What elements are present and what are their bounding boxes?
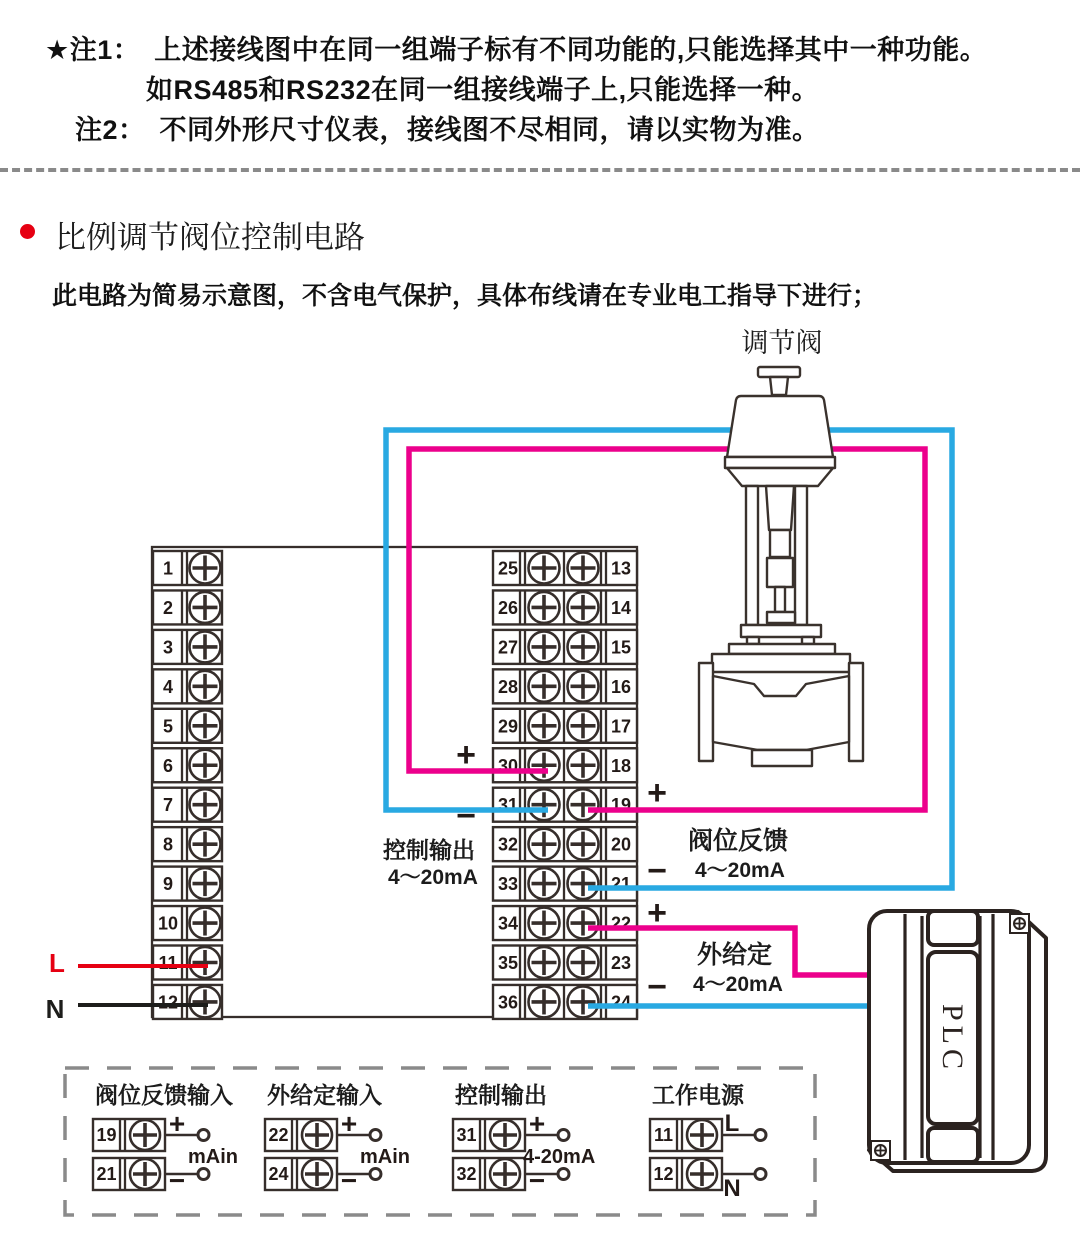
terminal-row bbox=[153, 946, 222, 980]
minus-sign: − bbox=[647, 852, 667, 890]
terminal-number: 29 bbox=[497, 716, 519, 737]
polarity-sign: − bbox=[340, 1165, 358, 1196]
terminal-number: 35 bbox=[497, 953, 519, 973]
valve-actuator bbox=[727, 396, 833, 457]
terminal-number: 4 bbox=[162, 676, 174, 697]
left-terminal-strip bbox=[153, 551, 222, 1019]
terminal-row bbox=[153, 867, 222, 901]
terminal-number: 16 bbox=[610, 676, 632, 697]
terminal-number: 22 bbox=[610, 913, 632, 934]
valve-feedback-label: 阀位反馈 bbox=[688, 827, 789, 855]
terminal-row bbox=[153, 669, 222, 703]
terminal-number: 20 bbox=[610, 834, 632, 855]
plc-corner-screw-icon bbox=[871, 1141, 890, 1160]
valve-actuator-skirt bbox=[727, 468, 833, 486]
signal-annotation: 4-20mA bbox=[523, 1146, 596, 1168]
terminal-number: 25 bbox=[497, 558, 519, 579]
terminal-row bbox=[153, 906, 222, 940]
plc-top-tab bbox=[928, 911, 978, 945]
valve-yoke-plate bbox=[741, 625, 821, 637]
wire-end-circle-icon bbox=[370, 1169, 381, 1180]
note1-label: ★注1： bbox=[45, 35, 141, 65]
polarity-sign: + bbox=[340, 1108, 358, 1139]
valve-label: 调节阀 bbox=[741, 328, 823, 358]
terminal-number: 10 bbox=[157, 913, 179, 934]
valve-yoke-right bbox=[795, 486, 807, 625]
polarity-sign: + bbox=[168, 1108, 186, 1139]
terminal-row bbox=[153, 551, 222, 585]
wire-control-plus-feedback-plus bbox=[409, 449, 925, 810]
terminal-number: 32 bbox=[456, 1164, 477, 1184]
plus-sign: + bbox=[456, 736, 476, 774]
terminal-number: 15 bbox=[610, 637, 632, 658]
plc-module bbox=[869, 911, 1046, 1171]
signal-annotation: mAin bbox=[188, 1146, 238, 1168]
control-output-range: 4～20mA bbox=[388, 866, 478, 889]
external-setpoint-label: 外给定 bbox=[697, 941, 773, 969]
terminal-group-title: 控制输出 bbox=[455, 1082, 547, 1108]
external-setpoint-range: 4～20mA bbox=[693, 973, 783, 996]
terminal-number: 12 bbox=[653, 1164, 674, 1184]
terminal-row bbox=[493, 867, 637, 901]
minus-sign: − bbox=[456, 797, 476, 835]
note2-label: 注2： bbox=[75, 115, 146, 145]
terminal-number: 14 bbox=[610, 597, 632, 618]
terminal-number: 21 bbox=[96, 1164, 117, 1184]
valve-bonnet-plate1 bbox=[729, 644, 835, 654]
terminal-detail-row bbox=[650, 1110, 766, 1152]
valve-yoke-left bbox=[746, 486, 758, 625]
valve-flange-right bbox=[849, 663, 863, 761]
valve-stem-coupling bbox=[767, 558, 793, 587]
wire-end-circle-icon bbox=[558, 1169, 569, 1180]
polarity-sign: − bbox=[528, 1165, 546, 1196]
terminal-row bbox=[153, 590, 222, 624]
terminal-number: 23 bbox=[610, 953, 632, 973]
terminal-number: 3 bbox=[162, 637, 174, 658]
line-N-label: N bbox=[45, 994, 65, 1024]
note1-line2: 如RS485和RS232在同一组接线端子上,只能选择一种。 bbox=[146, 75, 820, 105]
terminal-row bbox=[153, 630, 222, 664]
terminal-row bbox=[493, 630, 637, 664]
terminal-group-title: 外给定输入 bbox=[267, 1082, 382, 1108]
valve-handle-stem bbox=[770, 377, 788, 395]
plc-label: PLC bbox=[936, 1003, 969, 1075]
terminal-row bbox=[493, 669, 637, 703]
terminal-row bbox=[493, 827, 637, 861]
wire-end-circle-icon bbox=[755, 1130, 766, 1141]
terminal-row bbox=[493, 748, 637, 782]
plus-sign: + bbox=[647, 894, 667, 932]
terminal-detail-row bbox=[650, 1157, 766, 1202]
terminal-number: 28 bbox=[497, 676, 519, 697]
terminal-number: 24 bbox=[610, 992, 632, 1013]
valve-stem-mid bbox=[770, 530, 790, 557]
terminal-group-title: 工作电源 bbox=[652, 1082, 744, 1108]
valve-flange-left bbox=[699, 663, 713, 761]
terminal-number: 24 bbox=[268, 1164, 289, 1184]
wire-end-circle-icon bbox=[198, 1169, 209, 1180]
wire-end-circle-icon bbox=[370, 1130, 381, 1141]
valve-stem-thin bbox=[775, 587, 785, 612]
terminal-group bbox=[265, 1082, 410, 1196]
terminal-detail-panel bbox=[65, 1068, 815, 1215]
terminal-row bbox=[493, 709, 637, 743]
minus-sign: − bbox=[647, 968, 667, 1006]
middle-terminal-strip bbox=[493, 551, 637, 1019]
line-L-label: L bbox=[49, 948, 65, 978]
terminal-row bbox=[153, 827, 222, 861]
terminal-number: 5 bbox=[162, 716, 174, 737]
terminal-row bbox=[153, 985, 222, 1019]
terminal-number: 22 bbox=[268, 1125, 289, 1145]
terminal-number: 18 bbox=[610, 755, 632, 776]
terminal-number: 32 bbox=[497, 834, 519, 855]
terminal-row bbox=[153, 788, 222, 822]
control-output-label: 控制输出 bbox=[383, 837, 475, 863]
terminal-number: 19 bbox=[96, 1125, 117, 1145]
terminal-row bbox=[493, 906, 637, 940]
valve-body bbox=[713, 676, 849, 750]
polarity-sign: L bbox=[724, 1110, 740, 1137]
terminal-group bbox=[93, 1082, 238, 1196]
terminal-number: 36 bbox=[497, 992, 519, 1013]
terminal-number: 11 bbox=[158, 953, 178, 973]
valve-bonnet-plate2 bbox=[712, 654, 850, 672]
terminal-number: 21 bbox=[610, 874, 632, 895]
terminal-number: 11 bbox=[653, 1125, 674, 1145]
terminal-number: 31 bbox=[497, 795, 519, 816]
terminal-number: 31 bbox=[456, 1125, 477, 1145]
instrument-panel bbox=[152, 547, 637, 1019]
terminal-group-title: 阀位反馈输入 bbox=[95, 1082, 233, 1108]
control-valve bbox=[699, 328, 863, 766]
valve-stem-top bbox=[766, 486, 794, 530]
polarity-sign: N bbox=[723, 1175, 741, 1202]
terminal-number: 2 bbox=[162, 597, 174, 618]
terminal-number: 34 bbox=[497, 913, 519, 934]
polarity-sign: + bbox=[528, 1108, 546, 1139]
valve-handle-icon bbox=[758, 367, 800, 377]
terminal-group bbox=[453, 1082, 595, 1196]
terminal-row bbox=[153, 709, 222, 743]
terminal-number: 26 bbox=[497, 597, 519, 618]
terminal-row bbox=[493, 946, 637, 980]
valve-pedestal bbox=[752, 750, 812, 766]
terminal-number: 17 bbox=[610, 716, 632, 737]
terminal-number: 27 bbox=[497, 637, 519, 658]
wire-end-circle-icon bbox=[198, 1130, 209, 1141]
valve-actuator-band bbox=[725, 457, 835, 468]
signal-annotation: mAin bbox=[360, 1146, 410, 1168]
terminal-row bbox=[153, 748, 222, 782]
section-title: 比例调节阀位控制电路 bbox=[55, 220, 365, 255]
terminal-row bbox=[493, 788, 637, 822]
terminal-number: 6 bbox=[162, 755, 174, 776]
terminal-row bbox=[493, 551, 637, 585]
polarity-sign: − bbox=[168, 1165, 186, 1196]
section-subtitle: 此电路为简易示意图，不含电气保护，具体布线请在专业电工指导下进行； bbox=[52, 282, 878, 310]
terminal-number: 7 bbox=[162, 795, 174, 816]
terminal-number: 1 bbox=[162, 558, 174, 579]
terminal-number: 9 bbox=[162, 874, 174, 895]
note2-text: 不同外形尺寸仪表，接线图不尽相同，请以实物为准。 bbox=[159, 115, 820, 145]
wire-end-circle-icon bbox=[755, 1169, 766, 1180]
terminal-row bbox=[493, 985, 637, 1019]
terminal-number: 13 bbox=[610, 558, 632, 579]
terminal-number: 30 bbox=[497, 755, 519, 776]
plc-bottom-tab bbox=[928, 1128, 978, 1162]
terminal-number: 8 bbox=[162, 834, 174, 855]
terminal-row bbox=[493, 590, 637, 624]
terminal-group bbox=[650, 1082, 766, 1202]
plus-sign: + bbox=[647, 774, 667, 812]
wire-end-circle-icon bbox=[558, 1130, 569, 1141]
terminal-number: 12 bbox=[157, 992, 179, 1013]
plc-corner-screw-icon bbox=[1010, 914, 1029, 933]
terminal-number: 33 bbox=[497, 874, 519, 895]
note1-text: 上述接线图中在同一组端子标有不同功能的,只能选择其中一种功能。 bbox=[154, 35, 988, 65]
valve-feedback-range: 4～20mA bbox=[695, 859, 785, 882]
terminal-number: 19 bbox=[610, 795, 632, 816]
valve-stem-base bbox=[767, 612, 795, 623]
